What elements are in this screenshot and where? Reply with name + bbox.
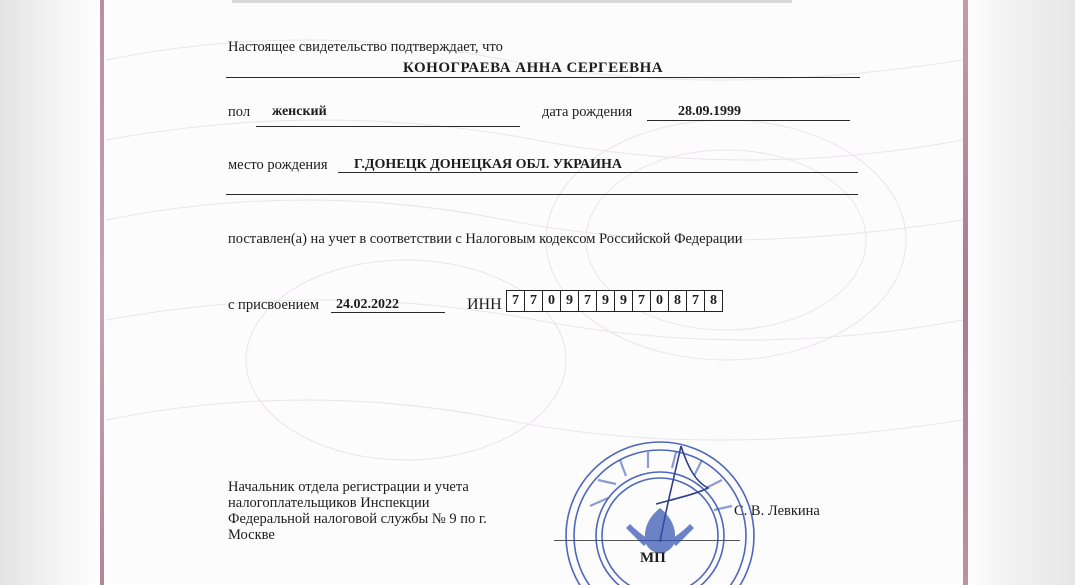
signer-position-line: Москве: [228, 527, 275, 543]
right-background-edge: [963, 0, 1075, 585]
inn-digit: 7: [524, 290, 543, 312]
birth-place-second-line: [226, 194, 858, 195]
certificate-body: [106, 0, 963, 585]
assigned-date: 24.02.2022: [336, 297, 399, 312]
birth-place-underline: [338, 172, 858, 173]
birth-date-label: дата рождения: [542, 104, 633, 120]
inn-digit: 7: [686, 290, 705, 312]
inn-number: [507, 290, 723, 312]
birth-place-value: Г.ДОНЕЦК ДОНЕЦКАЯ ОБЛ. УКРАИНА: [354, 157, 623, 172]
inn-label: ИНН: [467, 296, 502, 313]
inn-digit: 7: [632, 290, 651, 312]
inn-digit: 0: [650, 290, 669, 312]
name-underline: [226, 77, 860, 78]
birth-date-value: 28.09.1999: [678, 104, 741, 119]
signer-position-line: Федеральной налоговой службы № 9 по г.: [228, 511, 487, 527]
sex-label: пол: [228, 104, 251, 120]
inn-digit: 7: [506, 290, 525, 312]
birth-date-underline: [647, 120, 850, 121]
inn-digit: 8: [668, 290, 687, 312]
assigned-label: с присвоением: [228, 297, 320, 313]
stamp-mp-text: МП: [640, 550, 666, 566]
registered-text: поставлен(а) на учет в соответствии с Налоговым кодексом Российской Федерации: [228, 231, 743, 247]
signer-position-line: Начальник отдела регистрации и учета: [228, 479, 469, 495]
inn-digit: 7: [578, 290, 597, 312]
inn-digit: 0: [542, 290, 561, 312]
signer-position-line: налогоплательщиков Инспекции: [228, 495, 430, 511]
assigned-date-underline: [331, 312, 445, 313]
sex-underline: [256, 126, 520, 127]
inn-digit: 9: [560, 290, 579, 312]
certificate-sheet: [106, 0, 963, 585]
sex-value: женский: [272, 104, 327, 119]
inn-digit: 9: [596, 290, 615, 312]
signer-name: С. В. Левкина: [734, 503, 820, 519]
birth-place-label: место рождения: [228, 157, 328, 173]
official-stamp: [560, 436, 760, 585]
signer-position: [228, 479, 487, 543]
intro-text: Настоящее свидетельство подтверждает, что: [228, 39, 503, 55]
inn-digit: 9: [614, 290, 633, 312]
full-name: КОНОГРАЕВА АННА СЕРГЕЕВНА: [403, 60, 664, 76]
left-background-edge: [0, 0, 106, 585]
inn-digit: 8: [704, 290, 723, 312]
